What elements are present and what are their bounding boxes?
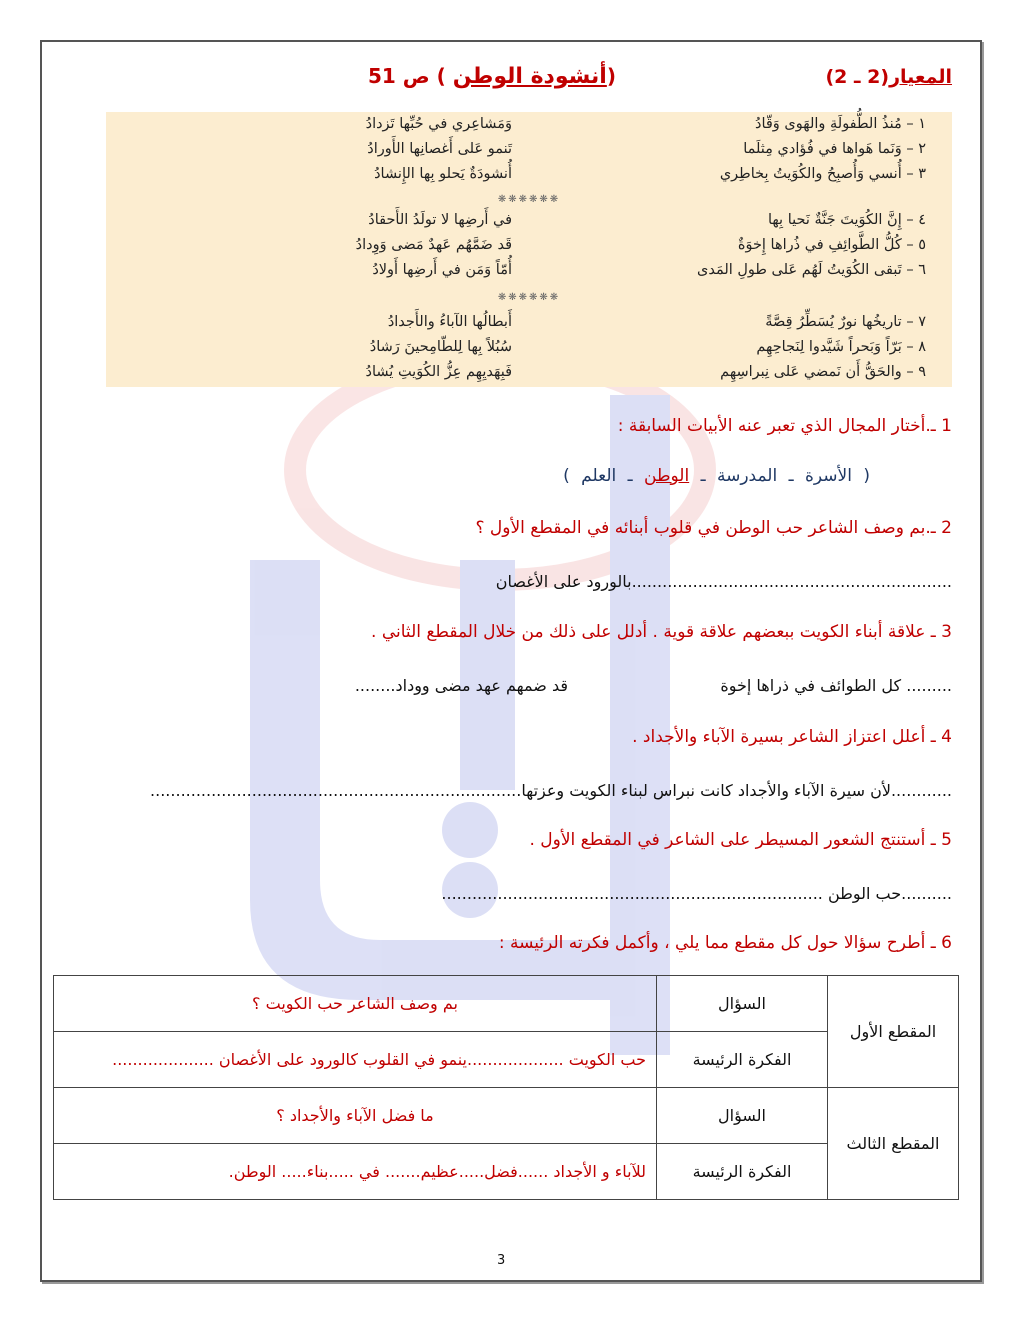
table-row bbox=[54, 1032, 959, 1088]
verse-5-left: قَد ضَمَّهُم عَهدٌ مَضى وَوِدادُ bbox=[355, 237, 512, 253]
verse-6-right: ٦ – تَبقى الكُوَيتُ لَهُم عَلى طولِ المَدى bbox=[696, 262, 926, 278]
answer-3-first: ......... كل الطوائف في ذراها إخوة bbox=[720, 676, 952, 695]
verse-2-right: ٢ – وَنَما هَواها في فُؤادي مِثلَما bbox=[743, 141, 926, 157]
standard-value: (2 ـ 2) bbox=[825, 66, 890, 88]
page-ref: ص 51 bbox=[368, 64, 430, 88]
poem-image bbox=[106, 112, 952, 387]
verse-7-left: أَبطالُها الآباءُ والأَجدادُ bbox=[387, 314, 512, 330]
verse-1-left: وَمَشاعِري في حُبِّها تَزدادُ bbox=[365, 116, 512, 132]
verse-7-right: ٧ – تاريخُها نورٌ يُسَطِّرُ قِصَّةً bbox=[765, 314, 926, 330]
segment-third-idea: للآباء و الأجداد ......فضل.....عظيم....... في .....بناء..... الوطن. bbox=[54, 1144, 657, 1200]
question-4: 4 ـ أعلل اعتزاز الشاعر بسيرة الآباء والأجداد . bbox=[632, 727, 952, 747]
question-2: 2 ـ.بم وصف الشاعر حب الوطن في قلوب أبنائه في المقطع الأول ؟ bbox=[475, 518, 952, 538]
verse-5-right: ٥ – كُلُّ الطَّوائِفِ في ذُراها إِخوَةٌ bbox=[737, 237, 926, 253]
segment-first: المقطع الأول bbox=[828, 976, 959, 1088]
standard-label bbox=[825, 66, 952, 88]
poem-divider-1: ❋❋❋❋❋❋ bbox=[497, 194, 561, 205]
choice-family: الأسرة bbox=[805, 466, 852, 486]
question-1-choices bbox=[563, 466, 870, 486]
answer-3-second: قد ضمهم عهد مضى ووداد........ bbox=[354, 676, 568, 695]
verse-9-left: فَبِهَديِهِم عِزُّ الكُوَيتِ يُشادُ bbox=[365, 364, 512, 380]
lesson-name: أنشودة الوطن bbox=[452, 64, 607, 89]
standard-text: المعيار bbox=[889, 66, 952, 88]
verse-3-right: ٣ – أُنسي وَأُصبِحُ والكُوَيتُ بِخاطِري bbox=[719, 166, 926, 182]
table-row bbox=[54, 976, 959, 1032]
choice-science: العلم bbox=[581, 466, 617, 486]
page-number: 3 bbox=[497, 1253, 506, 1268]
verse-9-right: ٩ – والحَقُّ أَن نَمضي عَلى نِبراسِهِم bbox=[720, 364, 926, 380]
segment-first-question: بم وصف الشاعر حب الكويت ؟ bbox=[54, 976, 657, 1032]
question-1: 1 ـ.أختار المجال الذي تعبر عنه الأبيات السابقة : bbox=[617, 416, 952, 436]
row-label-idea: الفكرة الرئيسة bbox=[657, 1144, 828, 1200]
answer-4: ............لأن سيرة الآباء والأجداد كانت نبراس لبناء الكويت وعزتها......................................................................... bbox=[150, 781, 952, 800]
verse-3-left: أُنشودَةٌ يَحلو بِها الإِنشادُ bbox=[374, 166, 512, 182]
poem-divider-2: ❋❋❋❋❋❋ bbox=[497, 292, 561, 303]
choice-homeland-selected: الوطن bbox=[644, 466, 690, 486]
choice-sep: ـ bbox=[627, 466, 633, 486]
choices-close: ) bbox=[563, 466, 570, 486]
choice-school: المدرسة bbox=[716, 466, 778, 486]
segment-third: المقطع الثالث bbox=[828, 1088, 959, 1200]
verse-8-left: سُبُلاً بِها لِلطّامِحينَ رَشادُ bbox=[369, 339, 512, 355]
segments-table bbox=[53, 975, 959, 1200]
question-6: 6 ـ أطرح سؤالا حول كل مقطع مما يلي ، وأكمل فكرته الرئيسة : bbox=[498, 933, 952, 953]
lesson-title: (أنشودة الوطن ) ص 51 bbox=[368, 64, 616, 89]
verse-6-left: أُمّاً وَمَن في أَرضِها أَولادُ bbox=[372, 262, 512, 278]
verse-4-right: ٤ – إِنَّ الكُوَيتَ جَنَّةٌ نَحيا بِها bbox=[767, 212, 926, 228]
question-3: 3 ـ علاقة أبناء الكويت ببعضهم علاقة قوية . أدلل على ذلك من خلال المقطع الثاني . bbox=[371, 622, 952, 642]
row-label-question: السؤال bbox=[657, 1088, 828, 1144]
table-row bbox=[54, 1144, 959, 1200]
choices-open: ( bbox=[863, 466, 870, 486]
verse-2-left: تَنمو عَلى أَغصانِها الأَورادُ bbox=[367, 141, 512, 157]
table-row bbox=[54, 1088, 959, 1144]
choice-sep: ـ bbox=[788, 466, 794, 486]
answer-2: ...............................................................بالورود على الأغصان bbox=[495, 572, 952, 591]
question-5: 5 ـ أستنتج الشعور المسيطر على الشاعر في المقطع الأول . bbox=[529, 830, 952, 850]
verse-4-left: في أَرضِها لا تولَدُ الأَحقادُ bbox=[368, 212, 512, 228]
verse-8-right: ٨ – بَرّاً وَبَحراً شَيَّدوا لِنَجاحِهِم bbox=[756, 339, 926, 355]
verse-1-right: ١ – مُنذُ الطُّفولَةِ والهَوى وَقّادُ bbox=[755, 116, 926, 132]
segment-third-question: ما فضل الآباء والأجداد ؟ bbox=[54, 1088, 657, 1144]
choice-sep: ـ bbox=[700, 466, 706, 486]
answer-5: ..........حب الوطن ........................................................................... bbox=[441, 884, 952, 903]
row-label-question: السؤال bbox=[657, 976, 828, 1032]
row-label-idea: الفكرة الرئيسة bbox=[657, 1032, 828, 1088]
segment-first-idea: حب الكويت ...................ينمو في القلوب كالورود على الأغصان .................... bbox=[54, 1032, 657, 1088]
